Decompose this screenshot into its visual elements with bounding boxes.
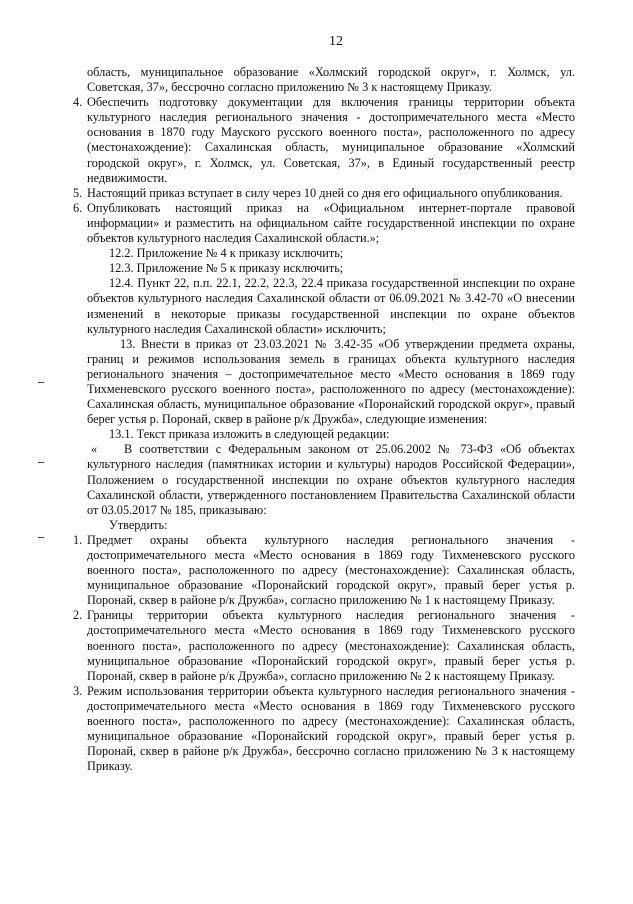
approve-heading: Утвердить:	[109, 517, 168, 532]
margin-scan-mark	[38, 537, 44, 538]
list-item-1	[73, 533, 575, 608]
opening-quote: «	[91, 442, 98, 457]
list-item-number: 2.	[73, 608, 83, 623]
list-item-6	[73, 201, 575, 246]
clause-13: 13. Внести в приказ от 23.03.2021 № 3.42-35 «Об утверждении предмета охраны, границ и режимов использования земель в границах объекта культурного наследия регионального значения – достопримечательное место «Место основания в 1869 году Тихменевского русского военного поста», расположенного по адресу (местонахождение): Сахалинская область, муниципальное образование «Поронайский городской округ», правый берег устья р. Поронай, сквер в районе р/к Дружба», следующие изменения:	[87, 336, 575, 427]
list-item-text: Режим использования территории объекта культурного наследия регионального значения - достопримечательного места «Место основания в 1869 году Тихменевского русского военного поста», расположенного по адресу (местонахождение): Сахалинская область, муниципальное образование «Поронайский городской округ», правый берег устья р. Поронай, сквер в районе р/к Дружба», бессрочно согласно приложению № 3 к настоящему Приказу.	[87, 683, 575, 774]
paragraph-continuation: область, муниципальное образование «Холмский городской округ», г. Холмск, ул. Советская, 37», бессрочно согласно приложению № 3 к настоящему Приказу.	[87, 65, 575, 95]
subclause-12-3: 12.3. Приложение № 5 к приказу исключить;	[109, 261, 344, 276]
list-item-4	[73, 95, 575, 186]
subclause-12-2: 12.2. Приложение № 4 к приказу исключить;	[109, 246, 344, 261]
preamble-text: В соответствии с Федеральным законом от 25.06.2002 № 73-ФЗ «Об объектах культурного наследия (памятниках истории и культуры) народов Российской Федерации», Положением о государственной инспекции по охране объектов культурного наследия Сахалинской области, утвержденного постановлением Правительства Сахалинской области от 03.05.2017 № 185, приказываю:	[87, 442, 575, 517]
document-body	[73, 65, 575, 774]
subclause-13-1: 13.1. Текст приказа изложить в следующей редакции:	[109, 427, 390, 442]
quoted-preamble	[87, 442, 575, 517]
list-item-text: Настоящий приказ вступает в силу через 10 дней со дня его официального опубликования.	[87, 185, 563, 200]
list-item-2	[73, 608, 575, 683]
list-item-text: Опубликовать настоящий приказ на «Официальном интернет-портале правовой информации» и разместить на официальном сайте государственной инспекции по охране объектов культурного наследия Сахалинской области.»;	[87, 200, 575, 246]
margin-scan-mark	[38, 382, 44, 383]
list-item-number: 6.	[73, 200, 83, 215]
list-item-5	[73, 186, 575, 201]
list-item-text: Предмет охраны объекта культурного наследия регионального значения - достопримечательного места «Место основания в 1869 году Тихменевского русского военного поста», расположенного по адресу (местонахождение): Сахалинская область, муниципальное образование «Поронайский городской округ», правый берег устья р. Поронай, сквер в районе р/к Дружба», согласно приложению № 1 к настоящему Приказу.	[87, 532, 575, 608]
margin-scan-mark	[38, 462, 44, 463]
list-item-number: 1.	[73, 532, 83, 547]
list-item-3	[73, 684, 575, 775]
list-item-text: Границы территории объекта культурного наследия регионального значения - достопримечательного места «Место основания в 1869 году Тихменевского русского военного поста», расположенного по адресу (местонахождение): Сахалинская область, муниципальное образование «Поронайский городской округ», правый берег устья р. Поронай, сквер в районе р/к Дружба», согласно приложению № 2 к настоящему Приказу.	[87, 608, 575, 683]
list-item-text: Обеспечить подготовку документации для включения границы территории объекта культурного наследия регионального значения - достопримечательного места «Место основания в 1870 году Мауского русского военного поста», расположенного по адресу (местонахождение): Сахалинская область, муниципальное образование «Холмский городской округ», г. Холмск, ул. Советская, 37», в Единый государственный реестр недвижимости.	[87, 95, 575, 185]
list-item-number: 4.	[73, 95, 83, 110]
subclause-12-4: 12.4. Пункт 22, п.п. 22.1, 22.2, 22.3, 22.4 приказа государственной инспекции по охране объектов культурного наследия Сахалинской области от 06.09.2021 № 3.42-70 «О внесении изменений в некоторые приказы государственной инспекции по охране объектов культурного наследия Сахалинской области» исключить;	[87, 276, 575, 336]
list-item-number: 3.	[73, 683, 83, 698]
page-number: 12	[329, 34, 343, 49]
list-item-number: 5.	[73, 185, 83, 200]
